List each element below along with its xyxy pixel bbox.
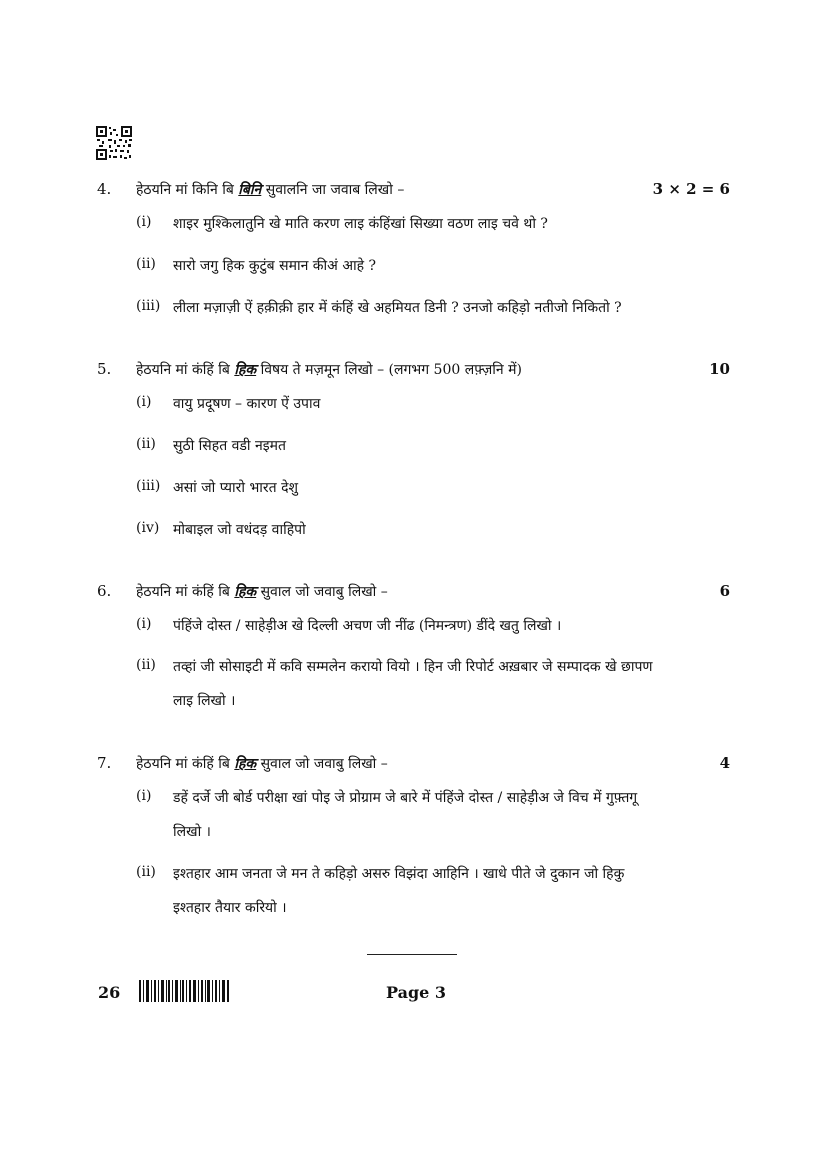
question-text-post: सुवालनि जा जवाब लिखो – <box>261 182 405 198</box>
question-text-pre: हेठयनि मां किनि बि <box>136 182 239 198</box>
part-text: सुठी सिहत वडी नइमत <box>173 438 286 454</box>
question-marks: 4 <box>719 754 730 772</box>
question-marks: 10 <box>709 360 730 378</box>
paper-code: 26 <box>98 983 121 1002</box>
part-text: असां जो प्यारो भारत देशु <box>173 480 299 496</box>
question-text-emphasis: हिक <box>234 362 257 378</box>
part-label: (ii) <box>136 436 156 452</box>
part-text: सारो जगु हिक कुटुंब समान कीअं आहे ? <box>173 258 377 274</box>
part-text: तव्हां जी सोसाइटी में कवि सम्मलेन करायो वियो । हिन जी रिपोर्ट अख़बार जे सम्पादक खे छापण <box>173 659 653 675</box>
question-number: 6. <box>97 582 112 600</box>
question-text <box>136 582 388 601</box>
question-marks: 6 <box>719 582 730 600</box>
part-text-continued: लिखो । <box>173 824 211 840</box>
part-text: मोबाइल जो वधंदड़ वाहिपो <box>173 522 306 538</box>
page-number: Page 3 <box>386 983 447 1002</box>
barcode-icon <box>139 980 229 1002</box>
part-text: इश्तहार आम जनता जे मन ते कहिड़ो असरु विझंदा आहिनि । खाधे पीते जे दुकान जो हिकु <box>173 866 625 882</box>
part-text: शाइर मुश्किलातुनि खे माति करण लाइ कंहिंखां सिख्या वठण लाइ चवे थो ? <box>173 216 548 232</box>
part-text: वायु प्रदूषण – कारण ऐं उपाव <box>173 396 321 412</box>
part-label: (i) <box>136 394 152 410</box>
part-label: (i) <box>136 214 152 230</box>
question-text-post: विषय ते मज़मून लिखो – (लगभग 500 लफ़्ज़नि में) <box>256 362 522 378</box>
part-text-continued: इश्तहार तैयार करियो । <box>173 900 287 916</box>
question-marks: 3 × 2 = 6 <box>652 180 730 198</box>
question-text-pre: हेठयनि मां कंहिं बि <box>136 362 235 378</box>
part-label: (ii) <box>136 657 156 673</box>
question-number: 4. <box>97 180 112 198</box>
end-divider <box>367 954 457 955</box>
part-label: (i) <box>136 616 152 632</box>
part-text: लीला मज़ाज़ी ऐं हक़ीक़ी हार में कंहिं खे अहमियत डिनी ? उनजो कहिड़ो नतीजो निकितो ? <box>173 300 622 316</box>
question-text-emphasis: बिनि <box>238 182 262 198</box>
question-text-post: सुवाल जो जवाबु लिखो – <box>256 756 388 772</box>
part-text: पंहिंजे दोस्त / साहेड़ीअ खे दिल्ली अचण जी नींढ (निमन्त्रण) डींदे खतु लिखो । <box>173 618 562 634</box>
part-label: (ii) <box>136 256 156 272</box>
part-label: (i) <box>136 788 152 804</box>
question-number: 5. <box>97 360 112 378</box>
part-label: (ii) <box>136 864 156 880</box>
part-text-continued: लाइ लिखो । <box>173 693 236 709</box>
part-label: (iii) <box>136 478 161 494</box>
question-text <box>136 180 404 199</box>
part-text: डहें दर्जे जी बोर्ड परीक्षा खां पोइ जे प्रोग्राम जे बारे में पंहिंजे दोस्त / साहेड़ीअ जे विच में गुफ़्तगू <box>173 790 638 806</box>
question-text-emphasis: हिक <box>234 584 257 600</box>
question-text <box>136 754 388 773</box>
question-text <box>136 360 522 379</box>
question-number: 7. <box>97 754 112 772</box>
part-label: (iii) <box>136 298 161 314</box>
question-text-pre: हेठयनि मां कंहिं बि <box>136 756 235 772</box>
question-text-pre: हेठयनि मां कंहिं बि <box>136 584 235 600</box>
qr-code-icon <box>96 126 132 160</box>
part-label: (iv) <box>136 520 160 536</box>
question-text-emphasis: हिक <box>234 756 257 772</box>
question-text-post: सुवाल जो जवाबु लिखो – <box>256 584 388 600</box>
